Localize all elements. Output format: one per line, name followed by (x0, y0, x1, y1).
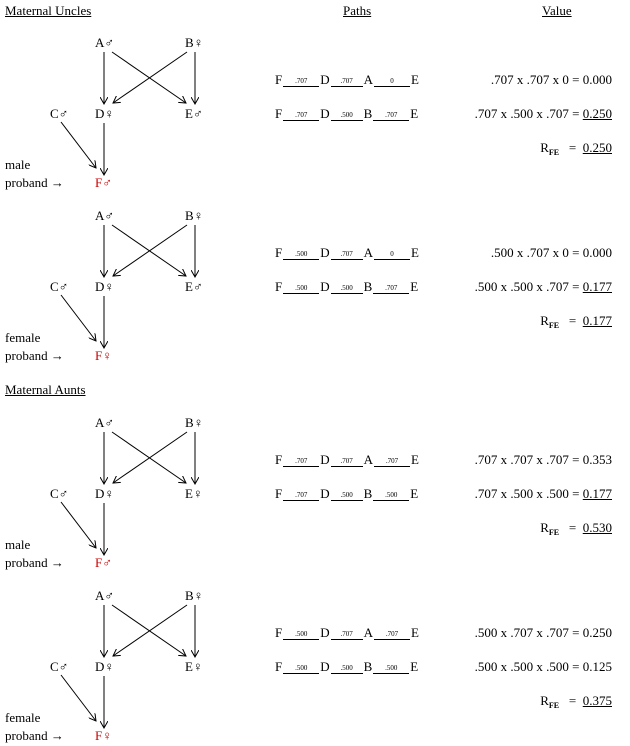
path-coefficient: .707 (283, 457, 319, 467)
total-equals: = (568, 313, 577, 328)
path-value-row (475, 660, 612, 674)
path-node-label: E (410, 106, 419, 121)
node-e: E♀ (185, 486, 203, 501)
path-coefficient: .500 (331, 664, 363, 674)
path-node-label: F (275, 625, 283, 640)
path-row (275, 73, 419, 87)
path-calculation: .707 x .707 x 0 = (490, 72, 580, 87)
total-value: 0.250 (582, 140, 612, 155)
path-coefficient: 0 (374, 250, 410, 260)
path-node-label: B (363, 106, 373, 121)
arrow-a-to-e (112, 225, 186, 276)
arrow-b-to-d (113, 432, 187, 483)
path-value-row (475, 453, 612, 467)
path-calculation: .500 x .707 x 0 = (490, 245, 580, 260)
node-e: E♀ (185, 659, 203, 674)
path-result: 0.125 (582, 659, 612, 674)
path-node-label: D (320, 72, 330, 87)
total-label: R (540, 693, 549, 708)
path-result: 0.000 (582, 72, 612, 87)
path-value-row (475, 626, 612, 640)
node-d: D♀ (95, 486, 115, 501)
arrow-b-to-d (113, 52, 187, 103)
path-row (275, 246, 419, 260)
arrow-c-to-f (61, 502, 96, 548)
total-equals: = (568, 140, 577, 155)
path-result: 0.250 (582, 106, 612, 121)
path-node-label: D (320, 279, 330, 294)
path-result: 0.177 (582, 279, 612, 294)
node-a: A♂ (95, 415, 115, 430)
node-a: A♂ (95, 35, 115, 50)
path-node-label: F (275, 279, 283, 294)
path-row (275, 107, 418, 121)
node-c: C♂ (50, 106, 69, 121)
path-coefficient: .707 (331, 250, 363, 260)
path-value-row (491, 246, 612, 260)
total-value: 0.375 (582, 693, 612, 708)
node-e: E♂ (185, 279, 203, 294)
path-calculation: .500 x .707 x .707 = (474, 625, 580, 640)
node-d: D♀ (95, 279, 115, 294)
path-coefficient: .707 (374, 457, 410, 467)
path-node-label: F (275, 486, 283, 501)
path-coefficient: .500 (331, 111, 363, 121)
path-coefficient: .707 (283, 77, 319, 87)
node-a: A♂ (95, 208, 115, 223)
path-coefficient: .707 (283, 111, 319, 121)
path-result: 0.353 (582, 452, 612, 467)
path-node-label: E (411, 245, 419, 260)
arrow-b-to-d (113, 225, 187, 276)
path-coefficient: .500 (283, 250, 319, 260)
paths-column-header: Paths (343, 3, 372, 18)
path-node-label: D (320, 106, 330, 121)
total-equals: = (568, 520, 577, 535)
path-row (275, 660, 418, 674)
path-node-label: E (410, 659, 419, 674)
path-coefficient: .500 (331, 284, 363, 294)
total-label: R (540, 140, 549, 155)
proband-label: proband → (5, 728, 64, 743)
total-equals: = (568, 693, 577, 708)
path-node-label: B (363, 279, 373, 294)
path-coefficient: .707 (331, 457, 363, 467)
path-calculation: .707 x .500 x .707 = (474, 106, 580, 121)
node-b: B♀ (185, 415, 204, 430)
path-row (275, 626, 419, 640)
path-node-label: F (275, 72, 283, 87)
coefficient-total-row (540, 521, 612, 540)
path-node-label: F (275, 245, 283, 260)
value-column-header: Value (542, 3, 572, 18)
arrow-b-to-d (113, 605, 187, 656)
node-b: B♀ (185, 35, 204, 50)
arrow-c-to-f (61, 122, 96, 168)
path-node-label: D (320, 486, 330, 501)
path-coefficient: .707 (283, 491, 319, 501)
node-f-proband: F♀ (95, 348, 112, 363)
path-node-label: F (275, 452, 283, 467)
path-value-row (475, 487, 612, 501)
total-subscript: FE (548, 701, 560, 710)
path-node-label: B (363, 659, 373, 674)
path-node-label: F (275, 106, 283, 121)
path-node-label: F (275, 659, 283, 674)
node-c: C♂ (50, 486, 69, 501)
path-calculation: .707 x .500 x .500 = (474, 486, 580, 501)
path-node-label: A (363, 625, 374, 640)
path-coefficient: .500 (373, 491, 409, 501)
path-coefficient: .500 (331, 491, 363, 501)
path-coefficient: .500 (283, 630, 319, 640)
path-row (275, 280, 418, 294)
path-coefficient: .707 (331, 77, 363, 87)
total-label: R (540, 520, 549, 535)
arrow-a-to-e (112, 52, 186, 103)
path-node-label: E (411, 452, 419, 467)
total-value: 0.177 (582, 313, 612, 328)
node-f-proband: F♂ (95, 555, 112, 570)
path-result: 0.250 (582, 625, 612, 640)
arrow-c-to-f (61, 675, 96, 721)
proband-sex-label: female (5, 330, 41, 345)
path-value-row (475, 280, 612, 294)
path-coefficient: .707 (374, 630, 410, 640)
proband-sex-label: male (5, 157, 31, 172)
path-row (275, 487, 418, 501)
path-calculation: .500 x .500 x .707 = (474, 279, 580, 294)
section-title-maternal-aunts: Maternal Aunts (5, 382, 86, 397)
node-f-proband: F♂ (95, 175, 112, 190)
arrow-a-to-e (112, 605, 186, 656)
path-calculation: .707 x .707 x .707 = (474, 452, 580, 467)
section-title-maternal-uncles: Maternal Uncles (5, 3, 92, 18)
node-b: B♀ (185, 588, 204, 603)
total-subscript: FE (548, 148, 560, 157)
path-coefficient: .707 (373, 111, 409, 121)
path-node-label: B (363, 486, 373, 501)
node-a: A♂ (95, 588, 115, 603)
coefficient-total-row (540, 141, 612, 160)
node-d: D♀ (95, 659, 115, 674)
path-coefficient: 0 (374, 77, 410, 87)
total-subscript: FE (548, 528, 560, 537)
proband-sex-label: female (5, 710, 41, 725)
path-node-label: E (410, 486, 419, 501)
path-node-label: A (363, 72, 374, 87)
total-label: R (540, 313, 549, 328)
path-node-label: A (363, 452, 374, 467)
path-node-label: D (320, 452, 330, 467)
total-value: 0.530 (582, 520, 612, 535)
arrow-c-to-f (61, 295, 96, 341)
coefficient-total-row (540, 694, 612, 713)
path-value-row (491, 73, 612, 87)
path-coefficient: .707 (373, 284, 409, 294)
path-node-label: E (411, 72, 419, 87)
node-f-proband: F♀ (95, 728, 112, 743)
proband-sex-label: male (5, 537, 31, 552)
path-coefficient: .500 (373, 664, 409, 674)
node-c: C♂ (50, 659, 69, 674)
proband-label: proband → (5, 555, 64, 570)
path-result: 0.177 (582, 486, 612, 501)
node-c: C♂ (50, 279, 69, 294)
path-node-label: D (320, 245, 330, 260)
path-node-label: A (363, 245, 374, 260)
path-calculation: .500 x .500 x .500 = (474, 659, 580, 674)
path-node-label: E (411, 625, 419, 640)
node-e: E♂ (185, 106, 203, 121)
proband-label: proband → (5, 175, 64, 190)
path-row (275, 453, 419, 467)
arrow-a-to-e (112, 432, 186, 483)
proband-label: proband → (5, 348, 64, 363)
path-node-label: D (320, 625, 330, 640)
path-coefficient: .707 (331, 630, 363, 640)
path-node-label: D (320, 659, 330, 674)
path-coefficient: .500 (283, 664, 319, 674)
path-node-label: E (410, 279, 419, 294)
path-result: 0.000 (582, 245, 612, 260)
coefficient-total-row (540, 314, 612, 333)
path-coefficient: .500 (283, 284, 319, 294)
node-d: D♀ (95, 106, 115, 121)
path-value-row (475, 107, 612, 121)
total-subscript: FE (548, 321, 560, 330)
node-b: B♀ (185, 208, 204, 223)
